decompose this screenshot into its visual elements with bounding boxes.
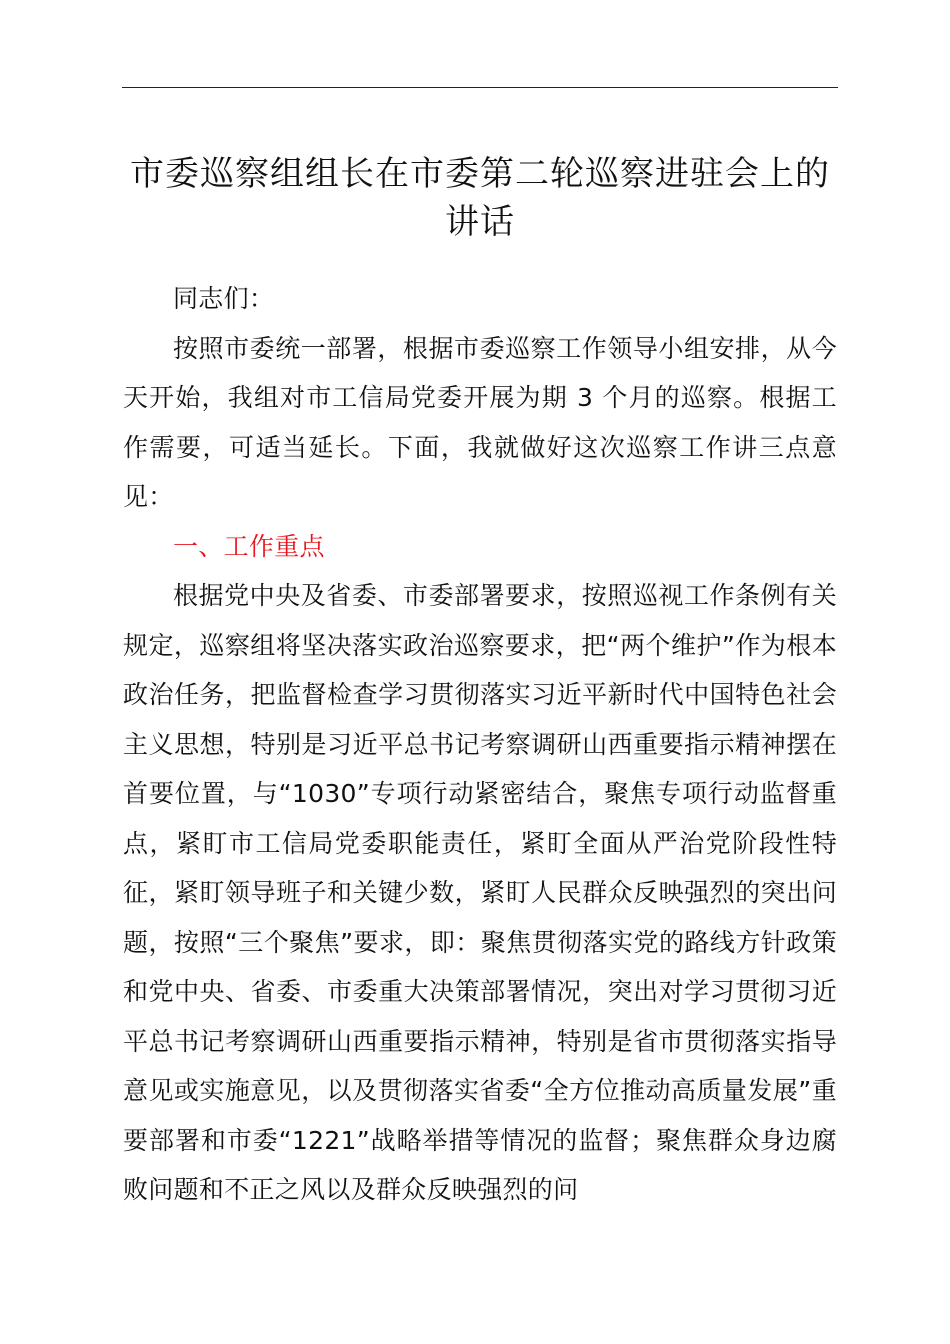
document-title <box>110 150 850 246</box>
title-line-2: 讲话 <box>445 202 515 242</box>
header-rule <box>122 87 838 88</box>
intro-paragraph: 按照市委统一部署，根据市委巡察工作领导小组安排，从今天开始，我组对市工信局党委开展为期 3 个月的巡察。根据工作需要，可适当延长。下面，我就做好这次巡察工作讲三点意见： <box>123 333 837 511</box>
title-line-1: 市委巡察组组长在市委第二轮巡察进驻会上的 <box>130 154 830 194</box>
section-heading-1: 一、工作重点 <box>173 531 325 561</box>
section-1-paragraph: 根据党中央及省委、市委部署要求，按照巡视工作条例有关规定，巡察组将坚决落实政治巡察要求，把“两个维护”作为根本政治任务，把监督检查学习贯彻落实习近平新时代中国特色社会主义思想，特别是习近平总书记考察调研山西重要指示精神摆在首要位置，与“1030”专项行动紧密结合，聚焦专项行动监督重点，紧盯市工信局党委职能责任，紧盯全面从严治党阶段性特征，紧盯领导班子和关键少数，紧盯人民群众反映强烈的突出问题，按照“三个聚焦”要求，即：聚焦贯彻落实党的路线方针政策和党中央、省委、市委重大决策部署情况，突出对学习贯彻习近平总书记考察调研山西重要指示精神，特别是省市贯彻落实指导意见或实施意见，以及贯彻落实省委“全方位推动高质量发展”重要部署和市委“1221”战略举措等情况的监督；聚焦群众身边腐败问题和不正之风以及群众反映强烈的问 <box>123 581 837 1204</box>
document-body <box>123 274 837 1215</box>
salutation: 同志们： <box>173 284 275 313</box>
